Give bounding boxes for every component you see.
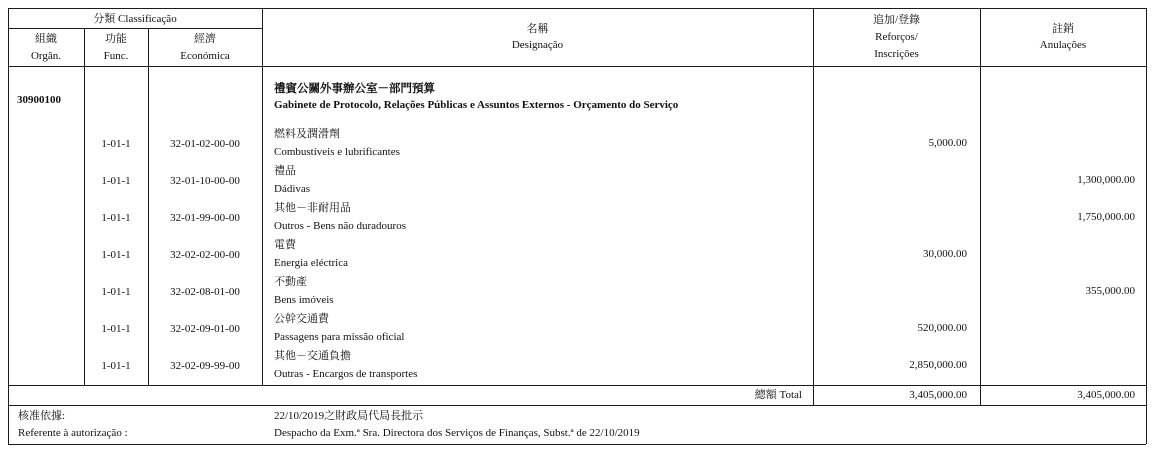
rule-header-bottom: [8, 66, 1146, 67]
header-org-zh: 組織: [35, 33, 57, 45]
footer-ref-text-pt: Despacho da Exm.ª Sra. Directora dos Serviços de Finanças, Subst.ª de 22/10/2019: [274, 427, 640, 439]
row-name-pt: Bens imóveis: [274, 294, 334, 306]
header-ref-zh: 追加/登錄: [872, 14, 921, 26]
row-name-pt: Energia eléctrica: [274, 257, 348, 269]
header-ref-pt1: Reforços/: [875, 31, 918, 43]
row-name-zh: 燃料及潤滑劑: [274, 128, 340, 140]
header-org-pt: Orgân.: [30, 50, 62, 62]
total-label: 總額 Total: [754, 389, 802, 401]
row-econ: 32-02-08-01-00: [170, 286, 240, 298]
rule-total-top: [8, 385, 1146, 386]
row-name-pt: Dádivas: [274, 183, 311, 195]
row-reforco: 2,850,000.00: [909, 359, 967, 371]
row-econ: 32-02-09-99-00: [170, 360, 240, 372]
footer-ref-text-zh: 22/10/2019之財政局代局長批示: [274, 410, 424, 422]
row-reforco: 520,000.00: [917, 322, 967, 334]
row-func: 1-01-1: [101, 175, 131, 187]
row-name-pt: Outros - Bens não duradouros: [274, 220, 406, 232]
footer-ref-label-pt: Referente à autorização :: [18, 427, 128, 439]
row-reforco: 5,000.00: [928, 137, 967, 149]
service-title-pt: Gabinete de Protocolo, Relações Públicas e Assuntos Externos - Orçamento do Serviço: [274, 99, 679, 111]
total-reforco: 3,405,000.00: [909, 389, 967, 401]
footer-ref-label-zh: 核准依據:: [18, 410, 66, 422]
rule-left: [8, 8, 9, 444]
row-reforco: 30,000.00: [923, 248, 967, 260]
row-func: 1-01-1: [101, 138, 131, 150]
header-econ-pt: Económica: [180, 50, 230, 62]
row-name-zh: 禮品: [274, 165, 296, 177]
row-name-zh: 不動產: [274, 276, 307, 288]
row-anulacao: 355,000.00: [1085, 285, 1135, 297]
row-name-zh: 其他－交通負擔: [274, 350, 351, 362]
org-code: 30900100: [17, 94, 61, 106]
rule-ref: [980, 8, 981, 405]
row-econ: 32-01-02-00-00: [170, 138, 240, 150]
row-func: 1-01-1: [101, 212, 131, 224]
header-ref-pt2: Inscrições: [874, 48, 919, 60]
row-func: 1-01-1: [101, 249, 131, 261]
rule-total-bottom: [8, 405, 1146, 406]
rule-top: [8, 8, 1146, 9]
header-anul-pt: Anulações: [1039, 39, 1087, 51]
row-anulacao: 1,750,000.00: [1077, 211, 1135, 223]
row-econ: 32-01-99-00-00: [170, 212, 240, 224]
rule-desig: [813, 8, 814, 405]
header-func-zh: 功能: [105, 33, 127, 45]
rule-class-under: [8, 28, 262, 29]
row-func: 1-01-1: [101, 286, 131, 298]
row-econ: 32-02-02-00-00: [170, 249, 240, 261]
row-func: 1-01-1: [101, 360, 131, 372]
row-name-zh: 公幹交通費: [274, 313, 329, 325]
row-func: 1-01-1: [101, 323, 131, 335]
rule-econ: [262, 8, 263, 385]
header-classification: 分類 Classificação: [93, 13, 177, 25]
row-name-pt: Outras - Encargos de transportes: [274, 368, 418, 380]
row-anulacao: 1,300,000.00: [1077, 174, 1135, 186]
header-econ-zh: 經濟: [194, 33, 216, 45]
row-name-pt: Combustíveis e lubrificantes: [274, 146, 400, 158]
row-name-zh: 其他－非耐用品: [274, 202, 351, 214]
header-desig-zh: 名稱: [526, 23, 549, 35]
row-name-zh: 電費: [274, 239, 296, 251]
rule-bottom: [8, 444, 1146, 445]
rule-right: [1146, 8, 1147, 444]
header-desig-pt: Designação: [511, 39, 564, 51]
total-anulacao: 3,405,000.00: [1077, 389, 1135, 401]
header-func-pt: Func.: [103, 50, 129, 62]
row-name-pt: Passagens para missão oficial: [274, 331, 405, 343]
row-econ: 32-01-10-00-00: [170, 175, 240, 187]
service-title-zh: 禮賓公關外事辦公室－部門預算: [274, 83, 435, 95]
header-anul-zh: 註銷: [1052, 23, 1074, 35]
row-econ: 32-02-09-01-00: [170, 323, 240, 335]
